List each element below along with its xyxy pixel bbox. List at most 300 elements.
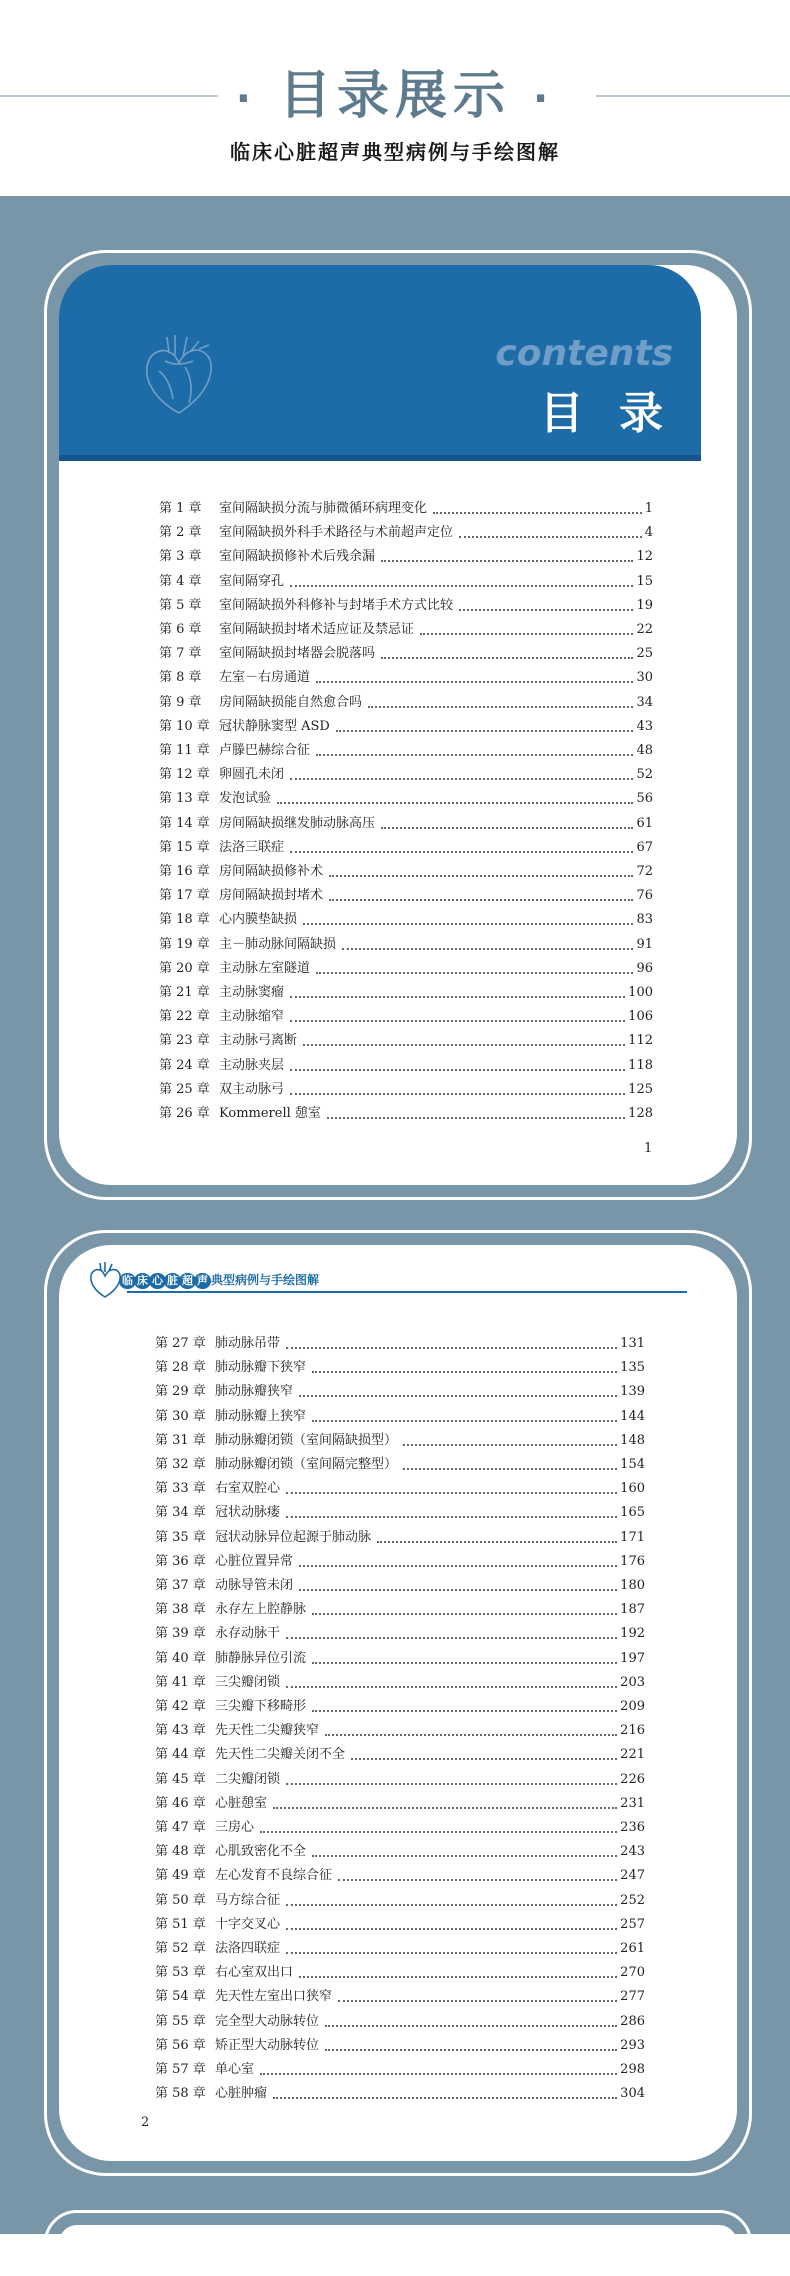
toc-chapter-number: 第 5 章 <box>159 597 202 613</box>
toc-entry[interactable] <box>47 1550 749 1574</box>
toc-leader-dots <box>381 657 633 659</box>
toc-chapter-title: 三尖瓣下移畸形 <box>215 1699 307 1714</box>
toc-chapter-title: 心脏位置异常 <box>215 1553 294 1569</box>
toc-chapter-title: 二尖瓣闭锁 <box>215 1771 281 1787</box>
toc-chapter-title: 十字交叉心 <box>215 1916 281 1932</box>
toc-chapter-number: 第 44 章 <box>155 1747 206 1763</box>
toc-chapter-title: 主动脉左室隧道 <box>219 960 311 976</box>
header-rule <box>127 1291 687 1293</box>
toc-chapter-number: 第 2 章 <box>159 525 202 541</box>
header-pill-char: 超 <box>179 1273 196 1289</box>
toc-leader-dots <box>312 1855 617 1857</box>
toc-page-number: 187 <box>620 1602 645 1618</box>
toc-entry[interactable] <box>47 642 749 666</box>
toc-chapter-title: 单心室 <box>215 2062 255 2077</box>
toc-chapter-title: 房间隔缺损能自然愈合吗 <box>219 694 363 710</box>
toc-page-number: 100 <box>628 985 653 1000</box>
toc-page-number: 112 <box>628 1033 653 1049</box>
toc-leader-dots <box>299 1565 617 1567</box>
toc-leader-dots <box>338 2000 617 2002</box>
toc-leader-dots <box>303 1044 625 1046</box>
banner-mulu-text: 目 录 <box>539 388 673 439</box>
toc-chapter-title: 心脏憩室 <box>215 1795 268 1811</box>
toc-leader-dots <box>286 1516 617 1518</box>
toc-chapter-number: 第 10 章 <box>159 718 210 734</box>
toc-entry[interactable] <box>47 1477 749 1501</box>
toc-entry[interactable] <box>47 836 749 860</box>
toc-entry[interactable] <box>47 2034 749 2058</box>
toc-leader-dots <box>403 1468 617 1470</box>
toc-page-number: 56 <box>636 791 653 807</box>
toc-entry[interactable] <box>47 1985 749 2009</box>
toc-chapter-number: 第 51 章 <box>155 1916 206 1932</box>
toc-leader-dots <box>290 1020 625 1022</box>
toc-page-3-sheet <box>59 2225 737 2261</box>
toc-leader-dots <box>286 1492 617 1494</box>
toc-leader-dots <box>277 802 633 804</box>
toc-entry[interactable] <box>47 1647 749 1671</box>
toc-page-number: 304 <box>620 2086 645 2102</box>
toc-page-number: 52 <box>636 767 653 783</box>
toc-chapter-number: 第 11 章 <box>159 743 210 758</box>
toc-entry[interactable] <box>47 1356 749 1380</box>
toc-leader-dots <box>336 730 634 732</box>
toc-chapter-title: 室间隔缺损修补术后残余漏 <box>219 549 376 565</box>
toc-chapter-number: 第 29 章 <box>155 1384 206 1400</box>
toc-page-number: 148 <box>620 1432 645 1448</box>
header-pill-char: 临 <box>119 1273 136 1289</box>
toc-chapter-title: 法洛三联症 <box>219 839 285 855</box>
toc-page-number: 192 <box>620 1626 645 1642</box>
toc-leader-dots <box>316 972 633 974</box>
toc-leader-dots <box>325 2025 617 2027</box>
toc-page-number: 236 <box>620 1820 645 1835</box>
toc-chapter-title: 室间隔穿孔 <box>219 573 285 589</box>
toc-page-number: 76 <box>636 888 653 904</box>
toc-entry[interactable] <box>47 981 749 1005</box>
toc-chapter-number: 第 3 章 <box>159 549 202 565</box>
toc-chapter-title: 主动脉缩窄 <box>219 1009 285 1025</box>
toc-chapter-title: 三尖瓣闭锁 <box>215 1674 281 1690</box>
title-dot-left: · <box>235 76 257 122</box>
header-pill-char: 床 <box>134 1273 151 1289</box>
toc-page-number: 106 <box>628 1009 653 1025</box>
toc-page-number: 165 <box>620 1505 645 1521</box>
toc-page-number: 139 <box>620 1384 645 1400</box>
toc-leader-dots <box>433 512 642 514</box>
header-subtitle: 典型病例与手绘图解 <box>211 1273 320 1287</box>
toc-chapter-number: 第 50 章 <box>155 1892 206 1908</box>
toc-chapter-number: 第 45 章 <box>155 1771 206 1787</box>
toc-page-number: 34 <box>636 694 653 710</box>
heart-outline-icon <box>139 331 219 421</box>
toc-entry[interactable] <box>47 691 749 715</box>
toc-entry[interactable] <box>47 521 749 545</box>
toc-page-number: 231 <box>620 1795 645 1811</box>
toc-leader-dots <box>286 1928 617 1930</box>
toc-leader-dots <box>312 1371 617 1373</box>
toc-chapter-title: 矫正型大动脉转位 <box>215 2037 320 2053</box>
toc-entry[interactable] <box>47 1913 749 1937</box>
toc-entry[interactable] <box>47 908 749 932</box>
toc-entry[interactable] <box>47 1792 749 1816</box>
toc-chapter-number: 第 54 章 <box>155 1989 206 2005</box>
toc-chapter-title: 冠状动脉异位起源于肺动脉 <box>215 1529 372 1545</box>
toc-page-number: 15 <box>636 573 653 589</box>
toc-leader-dots <box>420 633 633 635</box>
toc-leader-dots <box>325 1734 617 1736</box>
toc-leader-dots <box>327 1117 625 1119</box>
toc-chapter-title: 室间隔缺损封堵器会脱落吗 <box>219 646 376 662</box>
toc-page-number: 72 <box>636 864 653 879</box>
toc-leader-dots <box>403 1444 617 1446</box>
toc-chapter-title: 动脉导管未闭 <box>215 1578 294 1593</box>
toc-page-number: 257 <box>620 1916 645 1932</box>
toc-entry[interactable] <box>47 1889 749 1913</box>
toc-chapter-number: 第 42 章 <box>155 1699 206 1714</box>
toc-page-number: 221 <box>620 1747 645 1763</box>
toc-leader-dots <box>459 609 633 611</box>
toc-chapter-title: 卵圆孔未闭 <box>219 767 285 783</box>
title-dot-right: · <box>533 76 555 122</box>
toc-chapter-title: 发泡试验 <box>219 791 272 807</box>
toc-page-number: 197 <box>620 1650 645 1666</box>
contents-banner <box>59 265 701 461</box>
toc-chapter-title: 肺动脉瓣下狭窄 <box>215 1360 307 1376</box>
toc-page-number: 1 <box>644 501 653 516</box>
toc-entry[interactable] <box>47 1598 749 1622</box>
toc-page-number: 176 <box>620 1553 645 1569</box>
toc-entry[interactable] <box>47 1429 749 1453</box>
toc-chapter-title: 房间隔缺损封堵术 <box>219 888 324 904</box>
toc-entry[interactable] <box>47 1840 749 1864</box>
toc-chapter-number: 第 53 章 <box>155 1965 206 1981</box>
toc-leader-dots <box>329 899 633 901</box>
toc-page-number: 226 <box>620 1771 645 1787</box>
page-2-running-header <box>87 1261 687 1301</box>
toc-entry[interactable] <box>47 570 749 594</box>
toc-chapter-number: 第 31 章 <box>155 1432 206 1448</box>
toc-entry[interactable] <box>47 2058 749 2082</box>
toc-chapter-title: 室间隔缺损封堵术适应证及禁忌证 <box>219 622 415 637</box>
toc-leader-dots <box>299 1976 617 1978</box>
toc-entry[interactable] <box>47 1029 749 1053</box>
toc-page-1 <box>44 250 752 1200</box>
toc-page-number: 91 <box>636 936 653 952</box>
toc-chapter-number: 第 21 章 <box>159 985 210 1000</box>
toc-leader-dots <box>260 2073 617 2075</box>
toc-entry[interactable] <box>47 1671 749 1695</box>
toc-chapter-title: 法洛四联症 <box>215 1941 281 1956</box>
toc-chapter-title: 冠状动脉瘘 <box>215 1505 281 1521</box>
toc-leader-dots <box>312 1662 617 1664</box>
toc-entry[interactable] <box>47 1768 749 1792</box>
toc-chapter-title: 心肌致密化不全 <box>215 1844 307 1860</box>
toc-leader-dots <box>290 778 633 780</box>
toc-chapter-number: 第 32 章 <box>155 1457 206 1472</box>
toc-entry[interactable] <box>47 1695 749 1719</box>
toc-leader-dots <box>286 1783 617 1785</box>
toc-chapter-number: 第 28 章 <box>155 1360 206 1376</box>
toc-page-number: 270 <box>620 1965 645 1981</box>
toc-page-number: 277 <box>620 1989 645 2005</box>
toc-leader-dots <box>381 560 633 562</box>
toc-page-number: 144 <box>620 1408 645 1424</box>
toc-page-number: 25 <box>636 646 653 662</box>
toc-chapter-number: 第 23 章 <box>159 1033 210 1049</box>
toc-chapter-number: 第 49 章 <box>155 1868 206 1884</box>
toc-leader-dots <box>290 1093 625 1095</box>
toc-entry[interactable] <box>47 594 749 618</box>
toc-leader-dots <box>368 706 633 708</box>
toc-chapter-title: 室间隔缺损外科修补与封堵手术方式比较 <box>219 597 454 613</box>
toc-leader-dots <box>325 2049 617 2051</box>
toc-chapter-number: 第 20 章 <box>159 960 210 976</box>
toc-chapter-title: 肺动脉吊带 <box>215 1336 281 1351</box>
toc-entry[interactable] <box>47 497 749 521</box>
toc-chapter-title: 先天性左室出口狭窄 <box>215 1989 333 2005</box>
toc-chapter-title: 肺动脉瓣狭窄 <box>215 1384 294 1400</box>
toc-chapter-title: 主动脉窦瘤 <box>219 985 285 1000</box>
toc-entry[interactable] <box>47 1405 749 1429</box>
toc-page-number: 216 <box>620 1723 645 1739</box>
toc-entry[interactable] <box>47 1332 749 1356</box>
toc-entry[interactable] <box>47 1743 749 1767</box>
toc-page-number: 293 <box>620 2037 645 2053</box>
toc-leader-dots <box>303 923 633 925</box>
toc-page-number: 160 <box>620 1481 645 1497</box>
toc-chapter-number: 第 48 章 <box>155 1844 206 1860</box>
toc-chapter-number: 第 52 章 <box>155 1941 206 1956</box>
toc-leader-dots <box>290 585 633 587</box>
header-section <box>0 0 790 196</box>
toc-chapter-title: 心脏肿瘤 <box>215 2086 268 2102</box>
toc-page-number: 209 <box>620 1699 645 1714</box>
toc-chapter-number: 第 12 章 <box>159 767 210 783</box>
toc-entry[interactable] <box>47 2082 749 2106</box>
toc-chapter-number: 第 41 章 <box>155 1674 206 1690</box>
toc-entry[interactable] <box>47 787 749 811</box>
toc-leader-dots <box>329 875 633 877</box>
toc-entry[interactable] <box>47 739 749 763</box>
toc-chapter-title: 马方综合征 <box>215 1892 281 1908</box>
toc-chapter-number: 第 30 章 <box>155 1408 206 1424</box>
toc-chapter-number: 第 15 章 <box>159 839 210 855</box>
toc-chapter-number: 第 9 章 <box>159 694 202 710</box>
toc-chapter-number: 第 19 章 <box>159 936 210 952</box>
toc-entry[interactable] <box>47 1937 749 1961</box>
toc-chapter-number: 第 47 章 <box>155 1820 206 1835</box>
toc-chapter-number: 第 26 章 <box>159 1106 210 1121</box>
toc-chapter-title: 肺动脉瓣上狭窄 <box>215 1408 307 1424</box>
toc-chapter-number: 第 14 章 <box>159 815 210 831</box>
toc-leader-dots <box>312 1710 617 1712</box>
toc-page-number: 252 <box>620 1892 645 1908</box>
toc-chapter-number: 第 27 章 <box>155 1336 206 1351</box>
toc-chapter-title: 肺动脉瓣闭锁（室间隔完整型） <box>215 1457 398 1472</box>
toc-entry[interactable] <box>47 666 749 690</box>
toc-chapter-number: 第 8 章 <box>159 670 202 686</box>
toc-chapter-number: 第 57 章 <box>155 2062 206 2077</box>
toc-page-number: 83 <box>636 912 653 928</box>
toc-entry[interactable] <box>47 2010 749 2034</box>
toc-chapter-title: 肺动脉瓣闭锁（室间隔缺损型） <box>215 1432 398 1448</box>
toc-chapter-title: 主动脉夹层 <box>219 1057 285 1073</box>
toc-leader-dots <box>316 754 633 756</box>
header-pill-char: 声 <box>194 1273 211 1289</box>
toc-entry[interactable] <box>47 812 749 836</box>
toc-page-number: 22 <box>636 622 653 637</box>
toc-chapter-number: 第 35 章 <box>155 1529 206 1545</box>
toc-leader-dots <box>273 1807 617 1809</box>
toc-chapter-title: 右室双腔心 <box>215 1481 281 1497</box>
toc-leader-dots <box>381 827 633 829</box>
toc-chapter-number: 第 17 章 <box>159 888 210 904</box>
toc-chapter-title: 房间隔缺损继发肺动脉高压 <box>219 815 376 831</box>
toc-entry[interactable] <box>47 884 749 908</box>
toc-page-2 <box>44 1230 752 2176</box>
toc-entry[interactable] <box>47 1864 749 1888</box>
toc-chapter-title: 左室－右房通道 <box>219 670 311 686</box>
toc-page-number: 118 <box>628 1057 653 1073</box>
toc-entry[interactable] <box>47 1005 749 1029</box>
banner-contents-text: contents <box>495 333 673 374</box>
toc-chapter-title: 永存动脉干 <box>215 1626 281 1642</box>
toc-chapter-number: 第 39 章 <box>155 1626 206 1642</box>
toc-entry[interactable] <box>47 1054 749 1078</box>
toc-leader-dots <box>459 536 642 538</box>
page-title <box>0 58 790 137</box>
toc-entry[interactable] <box>47 860 749 884</box>
toc-entry[interactable] <box>47 957 749 981</box>
toc-page-number: 43 <box>636 718 653 734</box>
toc-leader-dots <box>286 1904 617 1906</box>
toc-page-number: 247 <box>620 1868 645 1884</box>
toc-chapter-number: 第 34 章 <box>155 1505 206 1521</box>
toc-chapter-number: 第 24 章 <box>159 1057 210 1073</box>
toc-leader-dots <box>351 1758 617 1760</box>
page-number-1: 1 <box>644 1141 653 1156</box>
toc-page-3 <box>44 2210 752 2276</box>
toc-leader-dots <box>316 681 633 683</box>
toc-chapter-title: 完全型大动脉转位 <box>215 2013 320 2029</box>
toc-chapter-number: 第 1 章 <box>159 501 202 516</box>
toc-chapter-title: 房间隔缺损修补术 <box>219 864 324 879</box>
page-subtitle: 临床心脏超声典型病例与手绘图解 <box>230 140 560 164</box>
toc-entry[interactable] <box>47 1453 749 1477</box>
header-pill-char: 心 <box>149 1273 166 1289</box>
toc-chapter-title: 冠状静脉窦型 ASD <box>219 718 330 734</box>
toc-chapter-title: 室间隔缺损分流与肺微循环病理变化 <box>219 501 428 516</box>
toc-leader-dots <box>260 1831 617 1833</box>
toc-entry[interactable] <box>47 545 749 569</box>
toc-page-number: 154 <box>620 1457 645 1472</box>
toc-page-number: 135 <box>620 1360 645 1376</box>
toc-page-number: 261 <box>620 1941 645 1956</box>
toc-chapter-number: 第 13 章 <box>159 791 210 807</box>
page-number-2: 2 <box>141 2115 150 2130</box>
toc-chapter-title: 室间隔缺损外科手术路径与术前超声定位 <box>219 525 454 541</box>
toc-chapter-number: 第 4 章 <box>159 573 202 589</box>
toc-chapter-title: 主－肺动脉间隔缺损 <box>219 936 337 952</box>
toc-leader-dots <box>286 1952 617 1954</box>
toc-leader-dots <box>286 1347 617 1349</box>
toc-chapter-number: 第 37 章 <box>155 1578 206 1593</box>
toc-chapter-number: 第 55 章 <box>155 2013 206 2029</box>
title-row <box>0 58 790 134</box>
toc-page-number: 131 <box>620 1336 645 1351</box>
toc-chapter-title: Kommerell 憩室 <box>219 1106 321 1121</box>
toc-page-number: 19 <box>636 597 653 613</box>
toc-page-number: 4 <box>644 525 653 541</box>
toc-entry[interactable] <box>47 763 749 787</box>
toc-leader-dots <box>290 851 633 853</box>
heart-logo-icon <box>87 1261 123 1301</box>
toc-entry[interactable] <box>47 1380 749 1404</box>
toc-entry[interactable] <box>47 1078 749 1102</box>
toc-chapter-number: 第 6 章 <box>159 622 202 637</box>
toc-entry[interactable] <box>47 1526 749 1550</box>
toc-entry[interactable] <box>47 1574 749 1598</box>
toc-page-number: 67 <box>636 839 653 855</box>
toc-chapter-title: 主动脉弓离断 <box>219 1033 298 1049</box>
toc-chapter-number: 第 46 章 <box>155 1795 206 1811</box>
toc-chapter-title: 永存左上腔静脉 <box>215 1602 307 1618</box>
toc-entry[interactable] <box>47 1102 749 1126</box>
header-pill-char: 脏 <box>164 1273 181 1289</box>
toc-leader-dots <box>273 2097 617 2099</box>
toc-chapter-number: 第 38 章 <box>155 1602 206 1618</box>
toc-chapter-title: 心内膜垫缺损 <box>219 912 298 928</box>
toc-page-number: 180 <box>620 1578 645 1593</box>
toc-chapter-number: 第 25 章 <box>159 1081 210 1097</box>
toc-entry[interactable] <box>47 1501 749 1525</box>
toc-entry[interactable] <box>47 618 749 642</box>
toc-entry[interactable] <box>47 1816 749 1840</box>
toc-chapter-number: 第 16 章 <box>159 864 210 879</box>
toc-entry[interactable] <box>47 1719 749 1743</box>
toc-page-number: 128 <box>628 1106 653 1121</box>
toc-leader-dots <box>342 948 633 950</box>
toc-page-number: 243 <box>620 1844 645 1860</box>
toc-leader-dots <box>312 1613 617 1615</box>
toc-page-number: 61 <box>636 815 653 831</box>
toc-leader-dots <box>299 1589 617 1591</box>
toc-leader-dots <box>286 1637 617 1639</box>
toc-chapter-title: 肺静脉异位引流 <box>215 1650 307 1666</box>
toc-leader-dots <box>286 1686 617 1688</box>
toc-chapter-number: 第 58 章 <box>155 2086 206 2102</box>
toc-entry[interactable] <box>47 1622 749 1646</box>
toc-chapter-number: 第 56 章 <box>155 2037 206 2053</box>
toc-entry[interactable] <box>47 933 749 957</box>
toc-entry[interactable] <box>47 1961 749 1985</box>
toc-page-number: 286 <box>620 2013 645 2029</box>
toc-page-number: 48 <box>636 743 653 758</box>
toc-chapter-number: 第 22 章 <box>159 1009 210 1025</box>
toc-leader-dots <box>290 1069 625 1071</box>
toc-chapter-title: 双主动脉弓 <box>219 1081 285 1097</box>
toc-page-number: 96 <box>636 960 653 976</box>
toc-page-number: 12 <box>636 549 653 565</box>
toc-chapter-title: 先天性二尖瓣狭窄 <box>215 1723 320 1739</box>
toc-entry[interactable] <box>47 715 749 739</box>
toc-leader-dots <box>377 1541 617 1543</box>
toc-chapter-number: 第 36 章 <box>155 1553 206 1569</box>
toc-chapter-number: 第 33 章 <box>155 1481 206 1497</box>
toc-chapter-number: 第 40 章 <box>155 1650 206 1666</box>
page-title-text: 目录展示 <box>278 66 511 126</box>
